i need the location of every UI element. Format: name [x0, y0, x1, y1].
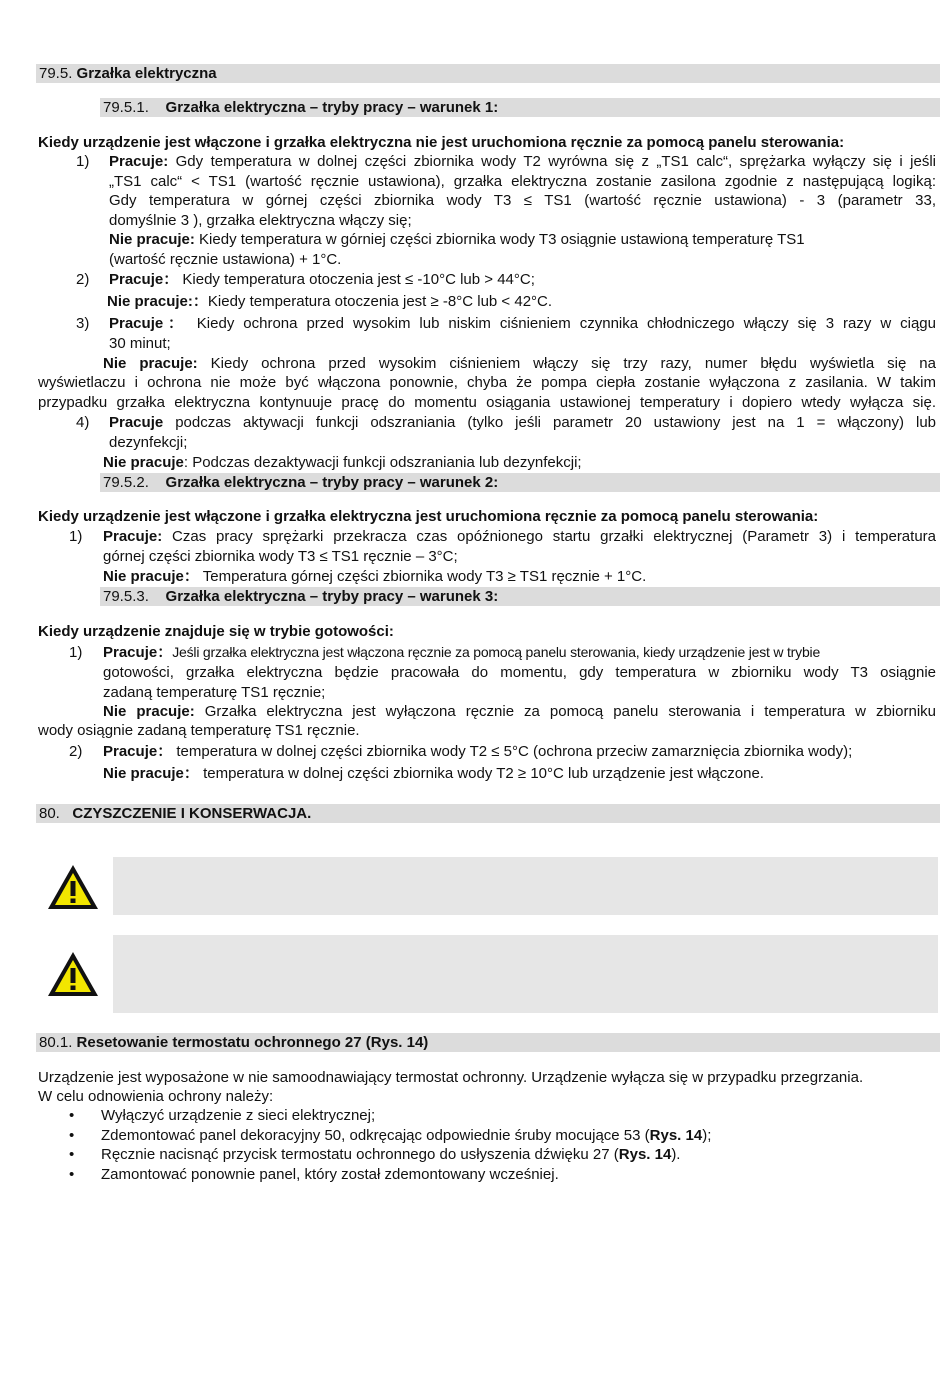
section-header-79-5-3 [100, 587, 940, 606]
bullet: • [69, 1166, 75, 1183]
paragraph-line: W celu odnowienia ochrony należy: [38, 1088, 274, 1105]
works-label: Pracuje: [109, 153, 169, 170]
figure-ref: Rys. 14 [649, 1127, 703, 1144]
text: : Podczas dezaktywacji funkcji odszraniania lub dezynfekcji; [183, 454, 582, 471]
text: Czas pracy sprężarki przekracza czas opóźnionego startu grzałki elektrycznej (Parametr 3) i temperatura [172, 528, 937, 545]
section-title: Grzałka elektryczna [76, 65, 217, 82]
not-works-label: Nie pracuje: [107, 293, 193, 310]
section-title: Grzałka elektryczna – tryby pracy – warunek 1: [165, 99, 499, 116]
condition-1-intro: Kiedy urządzenie jest włączone i grzałka elektryczna nie jest uruchomiona ręcznie za pomocą panelu sterowania: [38, 134, 845, 151]
bullet: • [69, 1127, 75, 1144]
paragraph-line: Pracuje： Kiedy ochrona przed wysokim lub niskim ciśnieniem czynnika chłodniczego włączy się 3 razy w ciągu [109, 315, 936, 332]
paragraph-line: Urządzenie jest wyposażone w nie samoodnawiający termostat ochronny. Urządzenie wyłącza się w przypadku przegrzania. [38, 1069, 864, 1086]
works-label: Pracuje [109, 271, 164, 288]
paragraph-line [109, 413, 936, 433]
text: Kiedy temperatura otoczenia jest ≥ -8°C lub < 42°C. [207, 293, 553, 310]
text: Kiedy temperatura otoczenia jest ≤ -10°C lub > 44°C; [182, 271, 535, 288]
section-header-79-5 [36, 64, 940, 83]
list-item: Wyłączyć urządzenie z sieci elektrycznej; [101, 1107, 376, 1124]
not-works-label: Nie pracuje: [103, 355, 198, 372]
list-number: 1) [69, 644, 83, 661]
list-number: 2) [69, 743, 83, 760]
list-item [101, 1145, 680, 1164]
not-works-label: Nie pracuje: [103, 703, 195, 720]
section-title: Grzałka elektryczna – tryby pracy – warunek 3: [165, 588, 499, 605]
text: ); [702, 1127, 712, 1144]
paragraph-line: domyślnie 3 ), grzałka elektryczna włączy się; [109, 212, 412, 229]
text: Gdy temperatura w dolnej części zbiornika wody T2 wyrówna się z „TS1 calc“, sprężarka wyłączy się i jeśli [175, 153, 936, 170]
paragraph-line: Pracuje： Kiedy temperatura otoczenia jest ≤ -10°C lub > 44°C; [109, 271, 535, 288]
condition-2-intro: Kiedy urządzenie jest włączone i grzałka elektryczna jest uruchomiona ręcznie za pomocą panelu sterowania: [38, 508, 819, 525]
section-number: 79.5.3. [103, 588, 149, 605]
section-number: 80. [39, 805, 60, 822]
section-number: 79.5.2. [103, 474, 149, 491]
paragraph-line: Nie pracuje： Temperatura górnej części zbiornika wody T3 ≥ TS1 ręcznie + 1°C. [103, 568, 647, 585]
section-title: CZYSZCZENIE I KONSERWACJA. [72, 805, 312, 822]
section-header-79-5-2 [100, 473, 940, 492]
section-header-80 [36, 804, 940, 823]
section-title: Resetowanie termostatu ochronnego 27 (Rys. 14) [76, 1034, 429, 1051]
paragraph-line: 30 minut; [109, 335, 171, 352]
not-works-label: Nie pracuje: [109, 231, 195, 248]
bullet: • [69, 1146, 75, 1163]
paragraph-line [103, 354, 936, 374]
paragraph-line: Gdy temperatura w górnej części zbiornika wody T3 ≤ TS1 (wartość ręcznie ustawiona) - 3 (parametr 33, [109, 192, 936, 209]
not-works-label: Nie pracuje [103, 454, 184, 471]
paragraph-line: zadaną temperaturę TS1 ręcznie; [103, 684, 326, 701]
text: Kiedy temperatura w górniej części zbiornika wody T3 osiągnie ustawioną temperaturę TS1 [199, 231, 805, 248]
not-works-label: Nie pracuje [103, 765, 184, 782]
condition-3-intro: Kiedy urządzenie znajduje się w trybie gotowości: [38, 623, 394, 640]
figure-ref: Rys. 14 [618, 1146, 672, 1163]
section-number: 79.5.1. [103, 99, 149, 116]
warning-box [113, 935, 938, 1013]
paragraph-line: wody osiągnie zadaną temperaturę TS1 ręcznie. [38, 722, 360, 739]
text: temperatura w dolnej części zbiornika wody T2 ≥ 10°C lub urządzenie jest włączone. [203, 765, 764, 782]
paragraph-line: Nie pracuje:：Kiedy temperatura otoczenia jest ≥ -8°C lub < 42°C. [107, 293, 553, 310]
list-number: 2) [76, 271, 90, 288]
works-label: Pracuje [103, 743, 158, 760]
text: Jeśli grzałka elektryczna jest włączona ręcznie za pomocą panelu sterowania, kiedy urządzenie jest w trybie [172, 644, 821, 660]
section-number: 79.5. [39, 65, 73, 82]
text: Zdemontować panel dekoracyjny 50, odkręcając odpowiednie śruby mocujące 53 ( [101, 1127, 650, 1144]
list-number: 1) [69, 528, 83, 545]
section-header-79-5-1 [100, 98, 940, 117]
paragraph-line [103, 702, 936, 722]
warning-triangle-icon [46, 862, 100, 912]
text: podczas aktywacji funkcji odszraniania (tylko jeśli parametr 20 ustawiony jest na 1 = włączony) lub [175, 414, 937, 431]
list-item: Zamontować ponownie panel, który został zdemontowany wcześniej. [101, 1166, 559, 1183]
list-number: 1) [76, 153, 90, 170]
paragraph-line: wyświetlaczu i ochrona nie może być włączona ponownie, chyba że pompa ciepła zostanie wyłączona z zasilania. W takim [38, 374, 936, 391]
paragraph-line: „TS1 calc“ < TS1 (wartość ręcznie ustawiona), grzałka elektryczna zostanie zasilona zgodnie z następującą logiką: [109, 173, 936, 190]
section-number: 80.1. [39, 1034, 73, 1051]
paragraph-line: Pracuje： temperatura w dolnej części zbiornika wody T2 ≤ 5°C (ochrona przeciw zamarznięcia zbiornika wody); [103, 743, 853, 760]
paragraph-line [109, 230, 936, 249]
paragraph-line [109, 152, 936, 172]
paragraph-line: dezynfekcji; [109, 434, 188, 451]
text: Grzałka elektryczna jest wyłączona ręcznie za pomocą panelu sterowania i temperatura w zbiorniku [204, 703, 936, 720]
paragraph-line: gotowości, grzałka elektryczna będzie pracowała do momentu, gdy temperatura w zbiorniku wody T3 osiągnie [103, 664, 936, 681]
text: Ręcznie nacisnąć przycisk termostatu ochronnego do usłyszenia dźwięku 27 ( [101, 1146, 619, 1163]
section-header-80-1 [36, 1033, 940, 1052]
paragraph-line [103, 527, 936, 547]
paragraph-line [103, 453, 582, 472]
list-item [101, 1126, 711, 1145]
paragraph-line: (wartość ręcznie ustawiona) + 1°C. [109, 251, 342, 268]
text: Kiedy ochrona przed wysokim ciśnieniem włączy się trzy razy, numer błędu wyświetla się na [210, 355, 936, 372]
not-works-label: Nie pracuje [103, 568, 184, 585]
works-label: Pracuje [109, 414, 164, 431]
text: ). [671, 1146, 681, 1163]
paragraph-line: górnej części zbiornika wody T3 ≤ TS1 ręcznie – 3°C; [103, 548, 458, 565]
text: Temperatura górnej części zbiornika wody T3 ≥ TS1 ręcznie + 1°C. [202, 568, 647, 585]
list-number: 3) [76, 315, 90, 332]
list-number: 4) [76, 414, 90, 431]
section-title: Grzałka elektryczna – tryby pracy – warunek 2: [165, 474, 499, 491]
works-label: Pracuje: [103, 528, 163, 545]
text: Kiedy ochrona przed wysokim lub niskim ciśnieniem czynnika chłodniczego włączy się 3 razy w ciągu [196, 315, 936, 332]
bullet: • [69, 1107, 75, 1124]
paragraph-line: Pracuje：Jeśli grzałka elektryczna jest włączona ręcznie za pomocą panelu sterowania, kiedy urządzenie jest w trybie [103, 644, 821, 661]
warning-box [113, 857, 938, 915]
paragraph-line: przypadku grzałka elektryczna kontynuuje pracę do momentu osiągania ustawionej temperatury i dopiero wtedy wyłącza się. [38, 394, 936, 411]
text: temperatura w dolnej części zbiornika wody T2 ≤ 5°C (ochrona przeciw zamarznięcia zbiornika wody); [176, 743, 853, 760]
works-label: Pracuje [109, 315, 164, 332]
paragraph-line: Nie pracuje： temperatura w dolnej części zbiornika wody T2 ≥ 10°C lub urządzenie jest włączone. [103, 765, 764, 782]
warning-triangle-icon [46, 949, 100, 999]
works-label: Pracuje [103, 644, 158, 661]
